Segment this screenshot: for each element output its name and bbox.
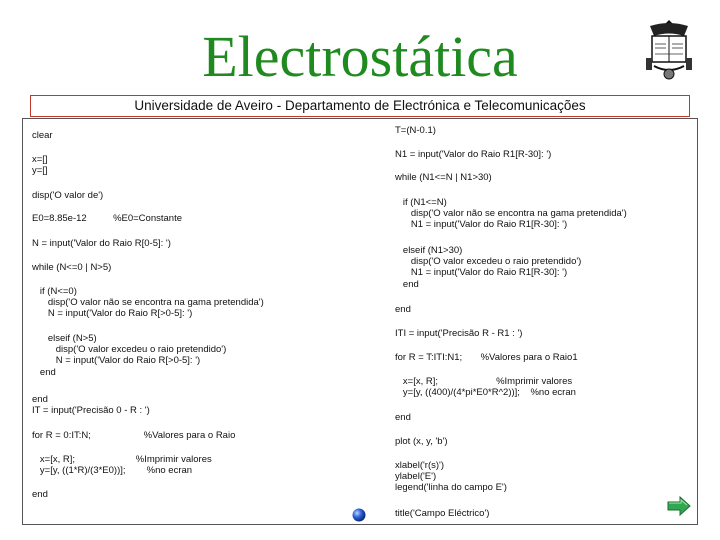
code-line: x=[] y=[] [32, 154, 48, 177]
code-line: end [395, 412, 411, 423]
code-line: title('Campo Eléctrico') [395, 508, 490, 519]
code-block: x=[x, R]; %Imprimir valores y=[y, ((400)/(4*pi*E0*R^2))]; %no ecran [402, 376, 576, 399]
code-line: end [32, 489, 48, 500]
subtitle-text: Universidade de Aveiro - Departamento de Electrónica e Telecomunicações [134, 98, 586, 113]
code-line: ITI = input('Precisão R - R1 : ') [395, 328, 523, 339]
code-block: elseif (N>5) disp('O valor excedeu o raio pretendido') N = input('Valor do Raio R[>0-5]: ') end [39, 333, 227, 378]
code-line: for R = 0:IT:N; %Valores para o Raio [32, 430, 236, 441]
subtitle-banner [30, 95, 690, 117]
code-line: for R = T:ITI:N1; %Valores para o Raio1 [395, 352, 578, 363]
blue-orb-icon[interactable] [352, 508, 366, 522]
code-block: if (N1<=N) disp('O valor não se encontra na gama pretendida') N1 = input('Valor do Raio R1[R-30]: ') [402, 197, 627, 231]
code-line: plot (x, y, 'b') [395, 436, 448, 447]
code-block: x=[x, R]; %Imprimir valores y=[y, ((1*R)/(3*E0))]; %no ecran [39, 454, 212, 477]
page-title: Electrostática [202, 24, 518, 89]
code-line: N1 = input('Valor do Raio R1[R-30]: ') [395, 149, 552, 160]
code-block: elseif (N1>30) disp('O valor excedeu o raio pretendido') N1 = input('Valor do Raio R1[R-30]: ') end [402, 245, 582, 290]
next-arrow-icon[interactable] [667, 496, 691, 516]
code-line: while (N1<=N | N1>30) [395, 172, 492, 183]
code-block: end IT = input('Precisão 0 - R : ') [32, 394, 150, 417]
code-block: if (N<=0) disp('O valor não se encontra na gama pretendida') N = input('Valor do Raio R[>0-5]: ') [39, 286, 264, 320]
code-line: N = input('Valor do Raio R[0-5]: ') [32, 238, 171, 249]
code-line: E0=8.85e-12 %E0=Constante [32, 213, 182, 224]
university-crest-icon [638, 16, 700, 86]
code-line: while (N<=0 | N>5) [32, 262, 112, 273]
code-block: xlabel('r(s)') ylabel('E') legend('linha do campo E') [395, 460, 507, 494]
code-line: disp('O valor de') [32, 190, 104, 201]
code-line: clear [32, 130, 53, 141]
code-line: T=(N-0.1) [395, 125, 436, 136]
code-line: end [395, 304, 411, 315]
